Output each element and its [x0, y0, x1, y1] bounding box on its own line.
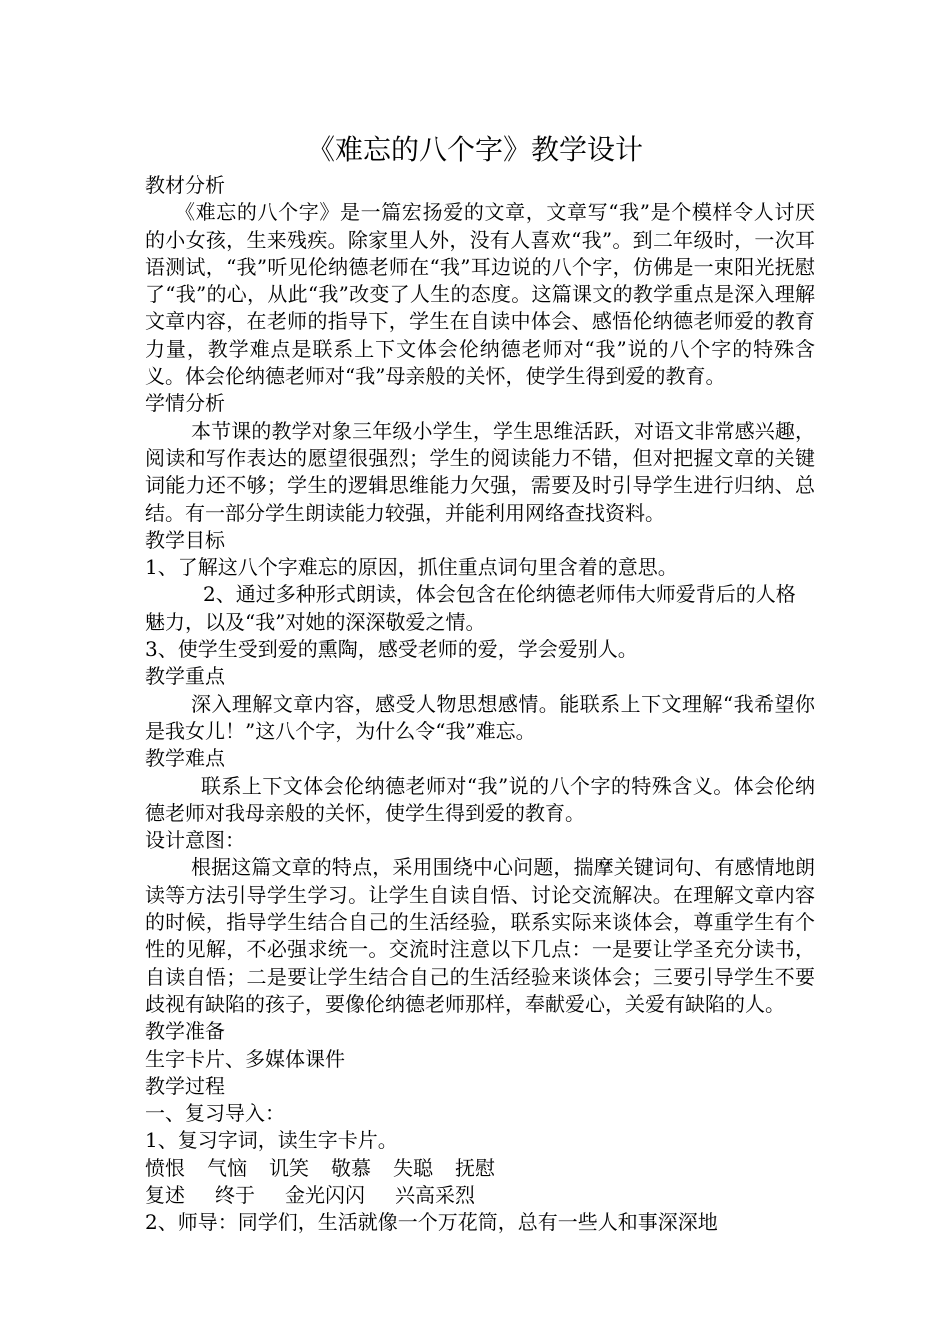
vocab-row-1 [145, 1155, 815, 1182]
goal-item-1: 1、了解这八个字难忘的原因，抓住重点词句里含着的意思。 [145, 555, 678, 580]
section-heading-prep: 教学准备 [145, 1019, 225, 1044]
vocab-word: 讥笑 [269, 1155, 309, 1180]
section-heading-students: 学情分析 [145, 391, 225, 416]
vocab-word: 兴高采烈 [395, 1182, 475, 1207]
page-title: 《难忘的八个字》教学设计 [306, 133, 643, 166]
vocab-word: 失聪 [393, 1155, 433, 1180]
document-body [145, 172, 815, 1237]
materials-paragraph: 《难忘的八个字》是一篇宏扬爱的文章，文章写“我”是个模样令人讨厌的小女孩，生来残疾。除家里人外，没有人喜欢“我”。到二年级时，一次耳语测试，“我”听见伦纳德老师在“我”耳边说的八个字，仿佛是一束阳光抚慰了“我”的心，从此“我”改变了人生的态度。这篇课文的教学重点是深入理解文章内容，在老师的指导下，学生在自读中体会、感悟伦纳德老师爱的教育力量，教学难点是联系上下文体会伦纳德老师对“我”说的八个字的特殊含义。体会伦纳德老师对“我”母亲般的关怀，使学生得到爱的教育。 [145, 200, 815, 389]
vocab-word: 抚慰 [455, 1155, 495, 1180]
section-heading-difficulty: 教学难点 [145, 746, 225, 771]
section-heading-goals: 教学目标 [145, 527, 225, 552]
process-step-1-1: 1、复习字词，读生字卡片。 [145, 1128, 398, 1153]
process-step-1-2: 2、师导：同学们，生活就像一个万花筒，总有一些人和事深深地 [145, 1210, 718, 1235]
section-heading-process: 教学过程 [145, 1073, 225, 1098]
section-heading-focus: 教学重点 [145, 664, 225, 689]
prep-paragraph: 生字卡片、多媒体课件 [145, 1046, 345, 1071]
goal-item-3: 3、使学生受到爱的熏陶，感受老师的爱，学会爱别人。 [145, 637, 638, 662]
focus-paragraph: 深入理解文章内容，感受人物思想感情。能联系上下文理解“我希望你是我女儿！”这八个字，为什么令“我”难忘。 [145, 691, 815, 743]
vocab-word: 金光闪闪 [285, 1182, 365, 1207]
vocab-word: 终于 [215, 1182, 255, 1207]
difficulty-paragraph: 联系上下文体会伦纳德老师对“我”说的八个字的特殊含义。体会伦纳德老师对我母亲般的关怀，使学生得到爱的教育。 [145, 773, 815, 825]
vocab-row-2 [145, 1182, 815, 1209]
vocab-word: 愤恨 [145, 1155, 185, 1180]
goal-item-2: 2、通过多种形式朗读，体会包含在伦纳德老师伟大师爱背后的人格魅力，以及“我”对她的深深敬爱之情。 [145, 582, 796, 634]
section-heading-intent: 设计意图： [145, 828, 245, 853]
vocab-word: 复述 [145, 1182, 185, 1207]
intent-paragraph: 根据这篇文章的特点，采用围绕中心问题，揣摩关键词句、有感情地朗读等方法引导学生学习。让学生自读自悟、讨论交流解决。在理解文章内容的时候，指导学生结合自己的生活经验，联系实际来谈体会，尊重学生有个性的见解，不必强求统一。交流时注意以下几点：一是要让学圣充分读书，自读自悟；二是要让学生结合自己的生活经验来谈体会；三要引导学生不要歧视有缺陷的孩子，要像伦纳德老师那样，奉献爱心，关爱有缺陷的人。 [145, 855, 815, 1016]
section-heading-materials: 教材分析 [145, 173, 225, 197]
vocab-word: 气恼 [207, 1155, 247, 1180]
process-step-1: 一、复习导入： [145, 1101, 285, 1126]
students-paragraph: 本节课的教学对象三年级小学生，学生思维活跃，对语文非常感兴趣，阅读和写作表达的愿望很强烈；学生的阅读能力不错，但对把握文章的关键词能力还不够；学生的逻辑思维能力欠强，需要及时引导学生进行归纳、总结。有一部分学生朗读能力较强，并能利用网络查找资料。 [145, 418, 815, 525]
vocab-word: 敬慕 [331, 1155, 371, 1180]
